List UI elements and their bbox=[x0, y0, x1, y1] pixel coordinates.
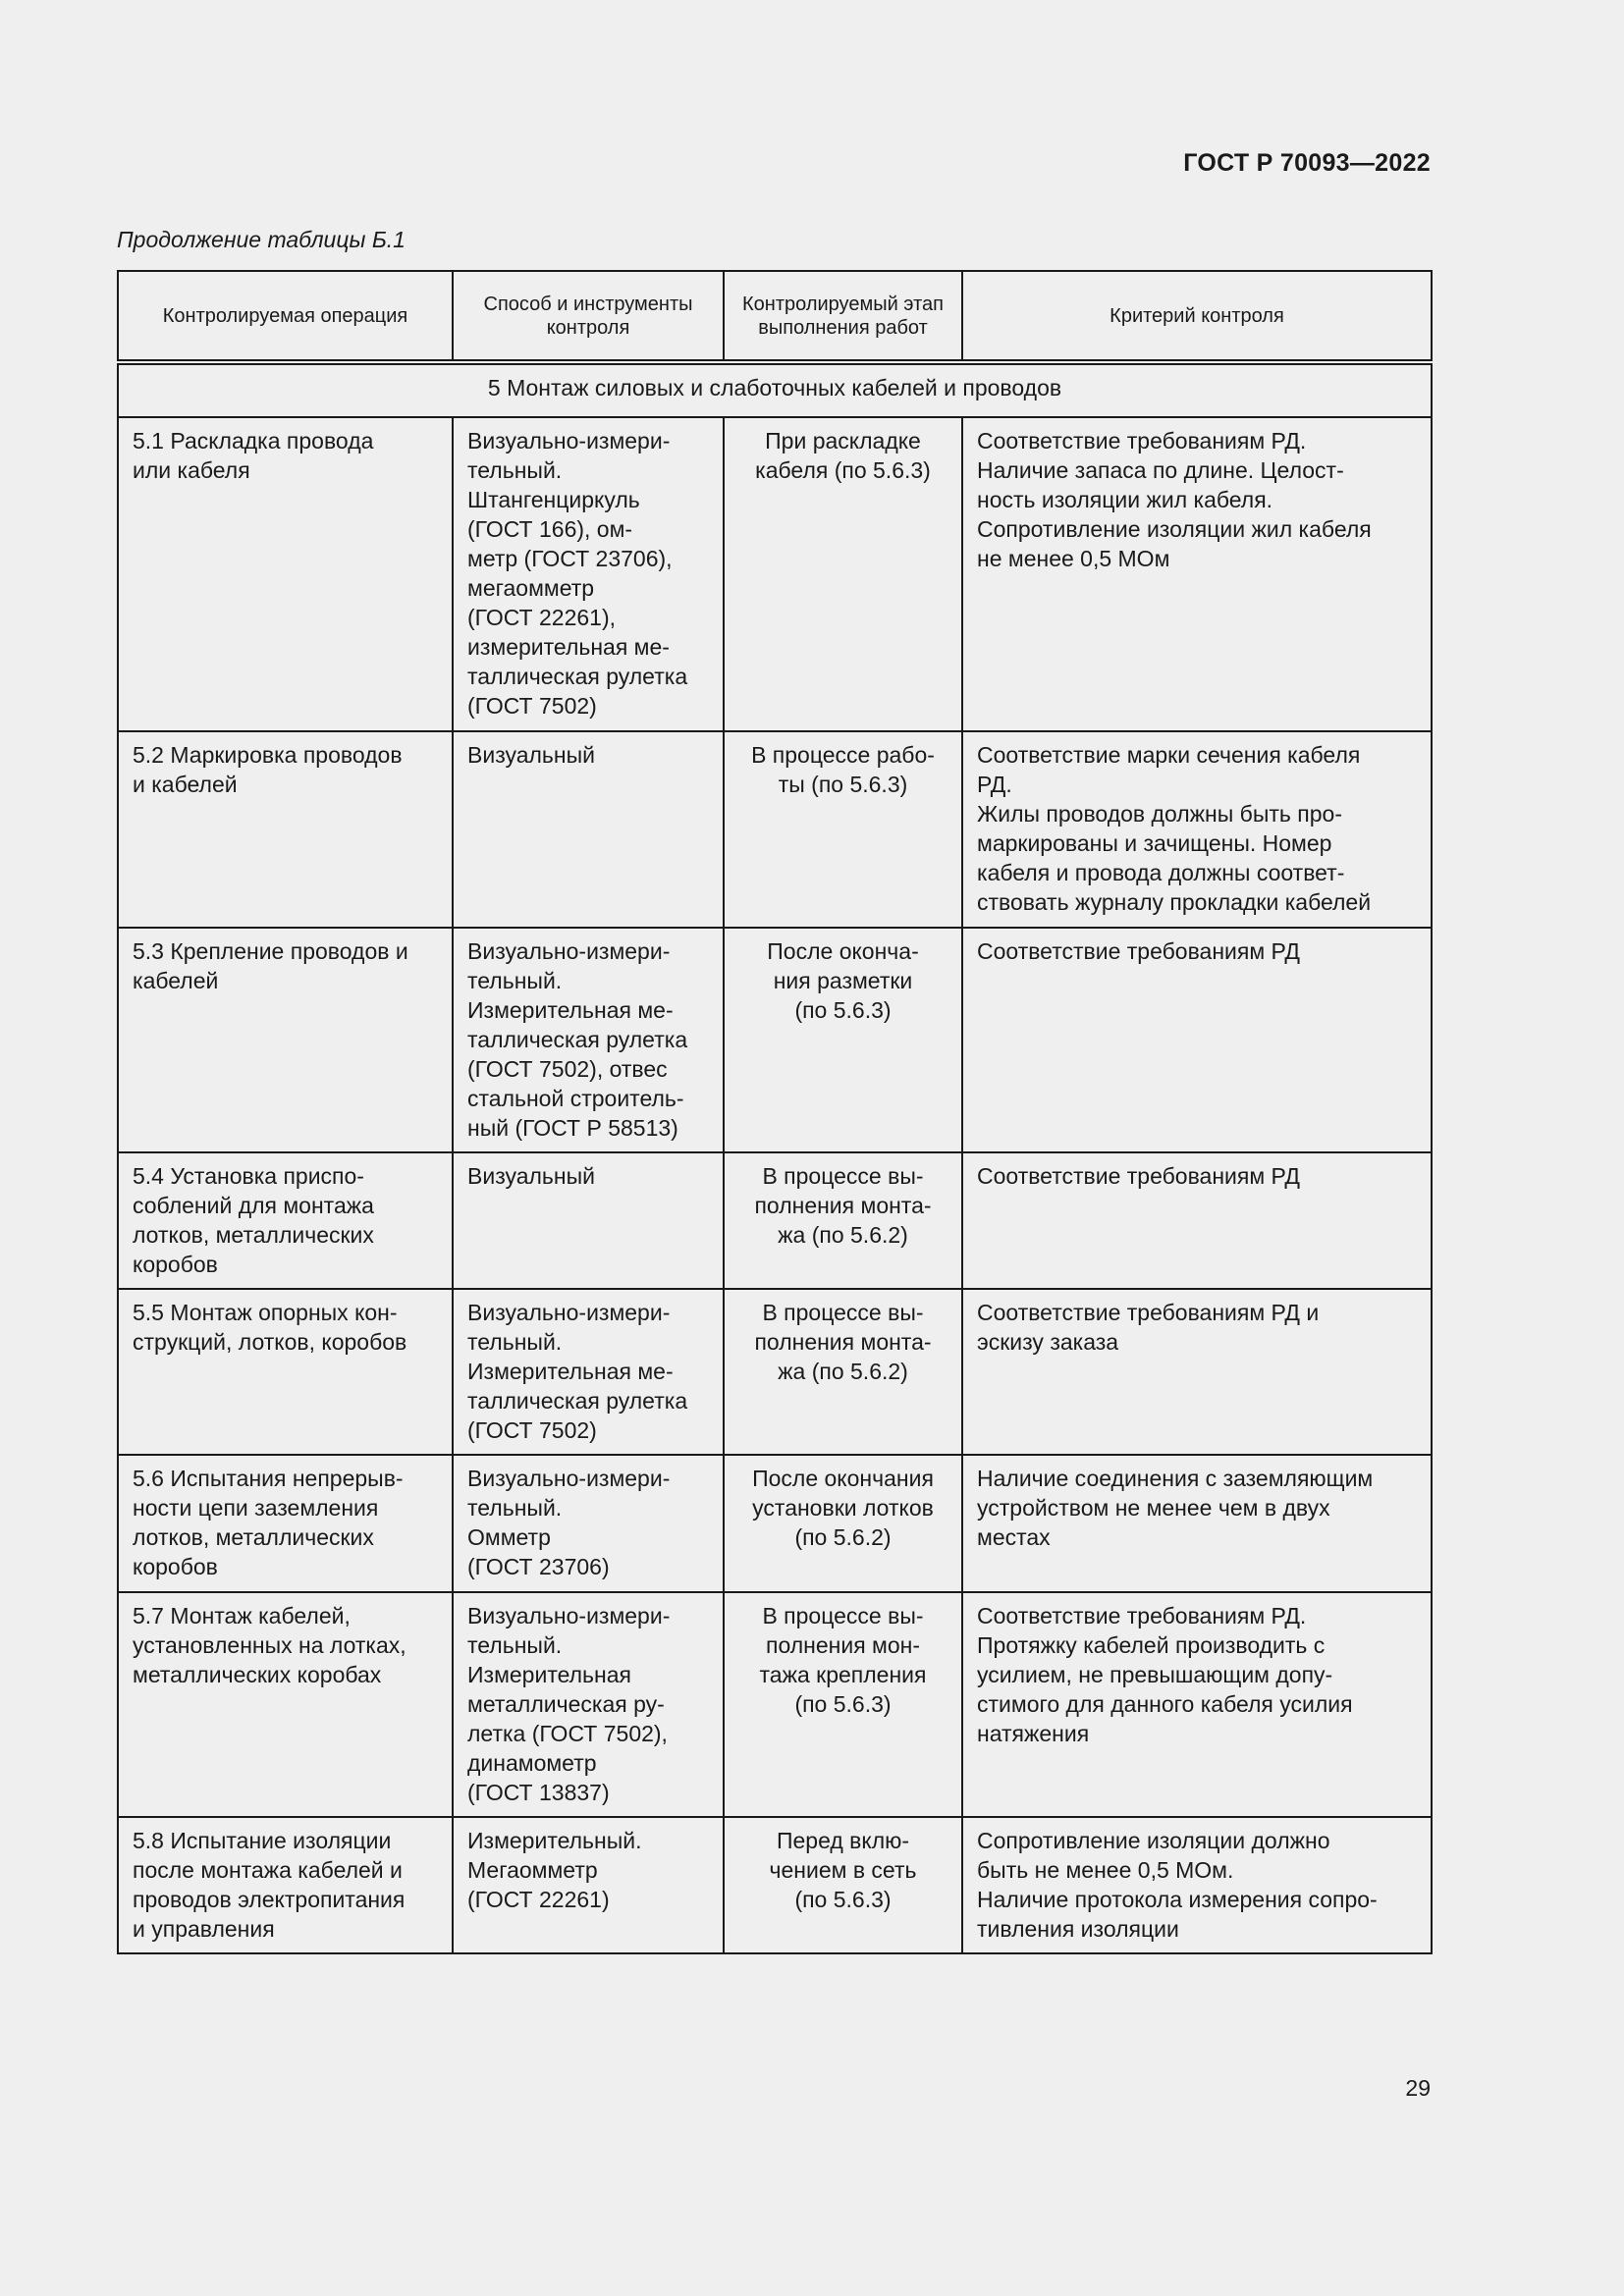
column-header-stage: Контролируемый этап выполнения работ bbox=[724, 271, 962, 362]
cell-method: Визуально-измери- тельный. Измерительная металлическая ру- летка (ГОСТ 7502), динамометр (ГОСТ 13837) bbox=[453, 1592, 724, 1817]
cell-stage: В процессе рабо- ты (по 5.6.3) bbox=[724, 731, 962, 928]
cell-stage: Перед вклю- чением в сеть (по 5.6.3) bbox=[724, 1817, 962, 1953]
table-row bbox=[118, 731, 1432, 928]
cell-operation: 5.8 Испытание изоляции после монтажа кабелей и проводов электропитания и управления bbox=[118, 1817, 453, 1953]
cell-method: Визуальный bbox=[453, 731, 724, 928]
column-header-criterion: Критерий контроля bbox=[962, 271, 1432, 362]
control-table bbox=[117, 270, 1433, 1954]
cell-operation: 5.1 Раскладка провода или кабеля bbox=[118, 417, 453, 731]
document-code: ГОСТ Р 70093—2022 bbox=[1183, 149, 1431, 177]
cell-criterion: Соответствие требованиям РД bbox=[962, 928, 1432, 1152]
cell-criterion: Соответствие требованиям РД bbox=[962, 1152, 1432, 1289]
cell-stage: В процессе вы- полнения монта- жа (по 5.6.2) bbox=[724, 1152, 962, 1289]
cell-method: Визуально-измери- тельный. Штангенциркуль (ГОСТ 166), ом- метр (ГОСТ 23706), мегаомметр (ГОСТ 22261), измерительная ме- таллическая рулетка (ГОСТ 7502) bbox=[453, 417, 724, 731]
table-row bbox=[118, 417, 1432, 731]
table-row bbox=[118, 1289, 1432, 1455]
column-header-operation: Контролируемая операция bbox=[118, 271, 453, 362]
section-title: 5 Монтаж силовых и слаботочных кабелей и проводов bbox=[118, 362, 1432, 417]
cell-operation: 5.7 Монтаж кабелей, установленных на лотках, металлических коробах bbox=[118, 1592, 453, 1817]
cell-operation: 5.5 Монтаж опорных кон- струкций, лотков, коробов bbox=[118, 1289, 453, 1455]
cell-criterion: Сопротивление изоляции должно быть не менее 0,5 МОм. Наличие протокола измерения сопро- тивления изоляции bbox=[962, 1817, 1432, 1953]
table-row bbox=[118, 1152, 1432, 1289]
cell-operation: 5.3 Крепление проводов и кабелей bbox=[118, 928, 453, 1152]
cell-operation: 5.4 Установка приспо- соблений для монтажа лотков, металлических коробов bbox=[118, 1152, 453, 1289]
cell-operation: 5.6 Испытания непрерыв- ности цепи заземления лотков, металлических коробов bbox=[118, 1455, 453, 1592]
cell-stage: При раскладке кабеля (по 5.6.3) bbox=[724, 417, 962, 731]
cell-stage: После оконча- ния разметки (по 5.6.3) bbox=[724, 928, 962, 1152]
cell-method: Визуальный bbox=[453, 1152, 724, 1289]
cell-stage: В процессе вы- полнения мон- тажа крепления (по 5.6.3) bbox=[724, 1592, 962, 1817]
page-number: 29 bbox=[1405, 2075, 1431, 2101]
cell-method: Визуально-измери- тельный. Омметр (ГОСТ 23706) bbox=[453, 1455, 724, 1592]
table-caption: Продолжение таблицы Б.1 bbox=[117, 227, 406, 252]
cell-criterion: Соответствие требованиям РД. Протяжку кабелей производить с усилием, не превышающим допу- стимого для данного кабеля усилия натяжения bbox=[962, 1592, 1432, 1817]
table-row bbox=[118, 1817, 1432, 1953]
cell-method: Визуально-измери- тельный. Измерительная ме- таллическая рулетка (ГОСТ 7502), отвес стальной строитель- ный (ГОСТ Р 58513) bbox=[453, 928, 724, 1152]
cell-method: Измерительный. Мегаомметр (ГОСТ 22261) bbox=[453, 1817, 724, 1953]
cell-criterion: Соответствие требованиям РД и эскизу заказа bbox=[962, 1289, 1432, 1455]
table-row bbox=[118, 928, 1432, 1152]
section-row bbox=[118, 362, 1432, 417]
cell-criterion: Наличие соединения с заземляющим устройством не менее чем в двух местах bbox=[962, 1455, 1432, 1592]
cell-stage: После окончания установки лотков (по 5.6.2) bbox=[724, 1455, 962, 1592]
cell-stage: В процессе вы- полнения монта- жа (по 5.6.2) bbox=[724, 1289, 962, 1455]
table-header-row bbox=[118, 271, 1432, 362]
cell-criterion: Соответствие требованиям РД. Наличие запаса по длине. Целост- ность изоляции жил кабеля. Сопротивление изоляции жил кабеля не менее 0,5 МОм bbox=[962, 417, 1432, 731]
cell-criterion: Соответствие марки сечения кабеля РД. Жилы проводов должны быть про- маркированы и зачищены. Номер кабеля и провода должны соответ- ствовать журналу прокладки кабелей bbox=[962, 731, 1432, 928]
table-row bbox=[118, 1592, 1432, 1817]
column-header-method: Способ и инструменты контроля bbox=[453, 271, 724, 362]
cell-method: Визуально-измери- тельный. Измерительная ме- таллическая рулетка (ГОСТ 7502) bbox=[453, 1289, 724, 1455]
table-row bbox=[118, 1455, 1432, 1592]
cell-operation: 5.2 Маркировка проводов и кабелей bbox=[118, 731, 453, 928]
